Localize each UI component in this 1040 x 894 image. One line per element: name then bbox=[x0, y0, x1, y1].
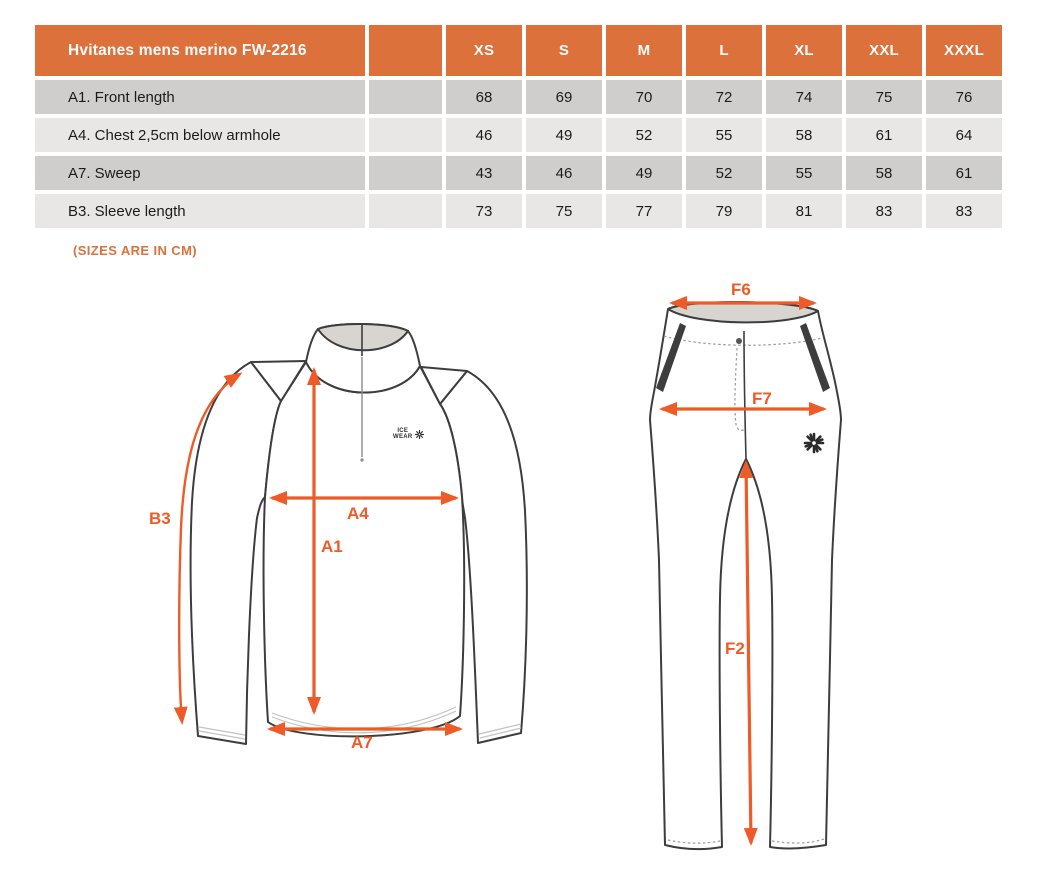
size-value-cell: 46 bbox=[526, 156, 602, 190]
pants-arrow-f2 bbox=[746, 463, 751, 843]
measure-label-f6: F6 bbox=[731, 280, 751, 299]
shirt-body bbox=[264, 362, 465, 736]
size-value-cell: 68 bbox=[446, 80, 522, 114]
size-value-cell: 83 bbox=[846, 194, 922, 228]
size-column-header: XXXL bbox=[926, 25, 1002, 76]
shirt-drawing bbox=[179, 324, 527, 744]
size-value-cell: 74 bbox=[766, 80, 842, 114]
size-value-cell: 81 bbox=[766, 194, 842, 228]
size-value-cell: 64 bbox=[926, 118, 1002, 152]
size-value-cell: 61 bbox=[846, 118, 922, 152]
size-value-cell: 43 bbox=[446, 156, 522, 190]
size-column-header: XXL bbox=[846, 25, 922, 76]
size-value-cell: 55 bbox=[686, 118, 762, 152]
size-value-cell: 79 bbox=[686, 194, 762, 228]
size-value-cell: 75 bbox=[846, 80, 922, 114]
size-value-cell: 52 bbox=[686, 156, 762, 190]
size-value-cell: 58 bbox=[766, 118, 842, 152]
size-value-cell: 58 bbox=[846, 156, 922, 190]
size-value-cell: 76 bbox=[926, 80, 1002, 114]
logo-text-line2: WEAR bbox=[393, 433, 413, 440]
size-value-cell: 73 bbox=[446, 194, 522, 228]
size-column-header: M bbox=[606, 25, 682, 76]
size-value-cell: 49 bbox=[606, 156, 682, 190]
size-column-header: XS bbox=[446, 25, 522, 76]
size-value-cell: 77 bbox=[606, 194, 682, 228]
pants-button bbox=[736, 338, 742, 344]
sizes-note: (SIZES ARE IN CM) bbox=[73, 243, 198, 258]
measure-label-f7: F7 bbox=[752, 389, 772, 408]
size-column-header: L bbox=[686, 25, 762, 76]
size-value-cell: 83 bbox=[926, 194, 1002, 228]
measure-label-a1: A1 bbox=[321, 537, 343, 556]
row-label: A7. Sweep bbox=[35, 156, 365, 190]
size-column-header: XL bbox=[766, 25, 842, 76]
measure-label-a7: A7 bbox=[351, 733, 373, 752]
pants-drawing bbox=[650, 302, 841, 849]
shirt-zipper-pull bbox=[360, 458, 363, 461]
size-value-cell: 72 bbox=[686, 80, 762, 114]
size-value-cell: 52 bbox=[606, 118, 682, 152]
pants-body bbox=[650, 302, 841, 849]
size-value-cell: 49 bbox=[526, 118, 602, 152]
measure-label-f2: F2 bbox=[725, 639, 745, 658]
logo-text-line1: ICE bbox=[397, 428, 409, 434]
size-value-cell: 46 bbox=[446, 118, 522, 152]
size-value-cell: 55 bbox=[766, 156, 842, 190]
size-value-cell: 75 bbox=[526, 194, 602, 228]
size-value-cell: 61 bbox=[926, 156, 1002, 190]
row-label: B3. Sleeve length bbox=[35, 194, 365, 228]
snowflake-icon bbox=[415, 430, 424, 439]
row-label: A1. Front length bbox=[35, 80, 365, 114]
size-value-cell: 70 bbox=[606, 80, 682, 114]
size-value-cell: 69 bbox=[526, 80, 602, 114]
table-title: Hvitanes mens merino FW-2216 bbox=[35, 25, 365, 76]
measure-label-a4: A4 bbox=[347, 504, 369, 523]
icewear-logo bbox=[393, 429, 424, 440]
size-column-header: S bbox=[526, 25, 602, 76]
row-label: A4. Chest 2,5cm below armhole bbox=[35, 118, 365, 152]
measure-label-b3: B3 bbox=[149, 509, 171, 528]
